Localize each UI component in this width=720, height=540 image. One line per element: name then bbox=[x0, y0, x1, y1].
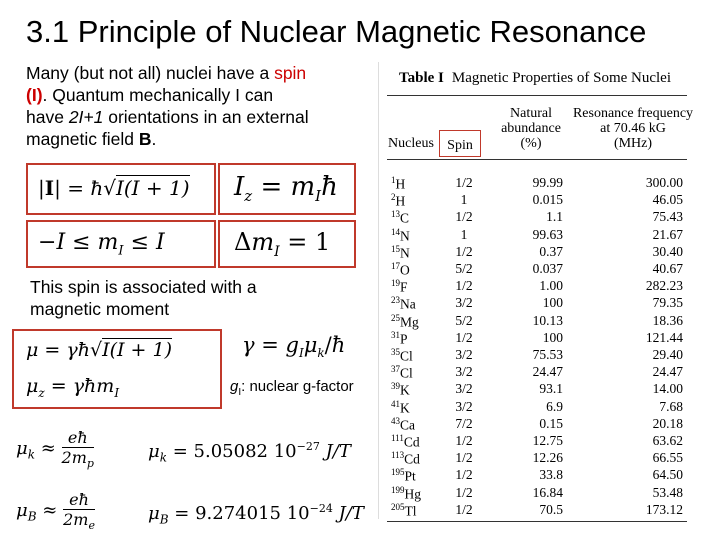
abundance-cell: 0.015 bbox=[532, 192, 563, 208]
spin-cell: 1/2 bbox=[455, 243, 473, 259]
frequency-cell: 30.40 bbox=[652, 243, 683, 259]
table-row bbox=[379, 175, 695, 190]
spin-cell: 1 bbox=[460, 226, 468, 242]
header-nucleus: Nucleus bbox=[388, 136, 434, 151]
table-header-rule bbox=[387, 159, 687, 160]
spin-symbol: (I) bbox=[26, 85, 43, 105]
frequency-cell: 21.67 bbox=[652, 226, 683, 242]
nucleus-cell: $^{14}$N bbox=[391, 226, 410, 244]
table-row bbox=[379, 261, 695, 276]
frequency-cell: 300.00 bbox=[645, 175, 683, 190]
intro-line-1: Many (but not all) nuclei have a spin bbox=[26, 63, 307, 83]
abundance-cell: 75.53 bbox=[532, 347, 563, 362]
formula-box-iz bbox=[218, 163, 356, 215]
spin-cell: 3/2 bbox=[455, 398, 473, 414]
table-row bbox=[379, 433, 695, 448]
nucleus-cell: $^{39}$K bbox=[391, 381, 410, 398]
frequency-cell: 46.05 bbox=[652, 192, 683, 208]
nucleus-cell: $^{199}$Hg bbox=[391, 484, 421, 502]
frequency-cell: 18.36 bbox=[652, 312, 683, 328]
mu-k-value: $\mu_k = 5.05082$ $10^{-27}$ J/T bbox=[148, 440, 351, 465]
spin-cell: 3/2 bbox=[455, 295, 473, 311]
mu-b-definition: $\mu_B$ ≈ $\frac{eħ}{2m_e}$ bbox=[16, 490, 95, 533]
slide-title: 3.1 Principle of Nuclear Magnetic Resonance bbox=[26, 14, 647, 49]
abundance-cell: 99.99 bbox=[532, 175, 563, 190]
nuclei-properties-table bbox=[378, 62, 695, 519]
spin-cell: 1/2 bbox=[455, 433, 473, 448]
frequency-cell: 20.18 bbox=[652, 415, 683, 431]
spin-cell: 1/2 bbox=[455, 278, 473, 294]
table-row bbox=[379, 502, 695, 517]
table-title: Table I Magnetic Properties of Some Nuclei bbox=[399, 70, 672, 86]
abundance-cell: 0.037 bbox=[532, 261, 563, 276]
abundance-cell: 99.63 bbox=[532, 226, 563, 242]
intro-line-2: (I). Quantum mechanically I can bbox=[26, 85, 274, 105]
abundance-cell: 1.00 bbox=[539, 278, 563, 294]
abundance-cell: 0.15 bbox=[539, 415, 563, 431]
abundance-cell: 12.75 bbox=[532, 433, 563, 448]
frequency-cell: 173.12 bbox=[645, 501, 683, 517]
frequency-cell: 64.50 bbox=[652, 467, 683, 483]
table-row bbox=[379, 416, 695, 431]
frequency-cell: 24.47 bbox=[652, 364, 683, 380]
spin-cell: 7/2 bbox=[455, 415, 473, 431]
frequency-cell: 40.67 bbox=[652, 261, 683, 276]
nucleus-cell: $^1$H bbox=[391, 175, 406, 192]
abundance-cell: 6.9 bbox=[546, 398, 563, 414]
nucleus-cell: $^{19}$F bbox=[391, 278, 408, 295]
nucleus-cell: $^{17}$O bbox=[391, 261, 410, 278]
formula-box-spin-magnitude bbox=[26, 163, 216, 215]
table-row bbox=[379, 485, 695, 500]
spin-cell: 3/2 bbox=[455, 381, 473, 397]
header-abundance: Natural abundance (%) bbox=[501, 106, 561, 151]
formula-box-mi-range bbox=[26, 220, 216, 268]
intro-line-4: magnetic field B. bbox=[26, 129, 157, 149]
moment-text: This spin is associated with a magnetic moment bbox=[30, 276, 352, 320]
table-row bbox=[379, 227, 695, 242]
abundance-cell: 1.1 bbox=[546, 209, 563, 225]
spin-cell: 5/2 bbox=[455, 261, 473, 276]
abundance-cell: 100 bbox=[542, 295, 563, 311]
spin-cell: 1/2 bbox=[455, 209, 473, 225]
nucleus-cell: $^{111}$Cd bbox=[391, 433, 420, 450]
formula-box-moment bbox=[12, 329, 222, 409]
nucleus-cell: $^{35}$Cl bbox=[391, 347, 413, 364]
spin-cell: 3/2 bbox=[455, 347, 473, 362]
table-row bbox=[379, 381, 695, 396]
header-frequency: Resonance frequency at 70.46 kG (MHz) bbox=[572, 106, 694, 151]
formula-box-delta-mi bbox=[218, 220, 356, 268]
nucleus-cell: $^{113}$Cd bbox=[391, 450, 420, 467]
nucleus-cell: $^{37}$Cl bbox=[391, 364, 413, 381]
delta-mi-formula: $\Delta m_I = 1$ bbox=[234, 228, 331, 260]
spin-cell: 1 bbox=[460, 192, 468, 208]
abundance-cell: 24.47 bbox=[532, 364, 563, 380]
spin-cell: 5/2 bbox=[455, 312, 473, 328]
table-row bbox=[379, 399, 695, 414]
frequency-cell: 79.35 bbox=[652, 295, 683, 311]
abundance-cell: 0.37 bbox=[539, 243, 563, 259]
frequency-cell: 29.40 bbox=[652, 347, 683, 362]
nucleus-cell: $^{31}$P bbox=[391, 329, 408, 347]
mu-z-formula: $\mu_z$ = γħm$_I$ bbox=[26, 375, 120, 400]
gamma-formula: $\gamma = g_I\mu_k/ħ$ bbox=[242, 333, 346, 361]
nucleus-cell: $^{43}$Ca bbox=[391, 415, 415, 433]
mu-formula: μ = γħ√I(I + 1) bbox=[26, 339, 172, 361]
header-spin: Spin bbox=[447, 138, 473, 153]
table-top-rule bbox=[387, 95, 687, 96]
frequency-cell: 66.55 bbox=[652, 450, 683, 466]
abundance-cell: 100 bbox=[542, 329, 563, 345]
frequency-cell: 75.43 bbox=[652, 209, 683, 225]
abundance-cell: 70.5 bbox=[539, 501, 563, 517]
table-row bbox=[379, 364, 695, 379]
spin-magnitude-formula: |I| = ħ√I(I + 1) bbox=[38, 176, 190, 200]
spin-cell: 1/2 bbox=[455, 484, 473, 500]
table-row bbox=[379, 278, 695, 293]
frequency-cell: 7.68 bbox=[659, 398, 683, 414]
mi-range-formula: $-I \le m_I \le I$ bbox=[38, 230, 165, 259]
table-row bbox=[379, 244, 695, 259]
spin-cell: 1/2 bbox=[455, 450, 473, 466]
nucleus-cell: $^{23}$Na bbox=[391, 295, 416, 312]
nucleus-cell: $^{25}$Mg bbox=[391, 312, 419, 330]
table-row bbox=[379, 209, 695, 224]
intro-paragraph bbox=[26, 62, 338, 150]
frequency-cell: 63.62 bbox=[652, 433, 683, 448]
spin-cell: 1/2 bbox=[455, 467, 473, 483]
iz-formula: $I_z$ = $m_Iħ$ bbox=[234, 172, 338, 206]
abundance-cell: 16.84 bbox=[532, 484, 563, 500]
nucleus-cell: $^{13}$C bbox=[391, 209, 410, 226]
spin-cell: 1/2 bbox=[455, 175, 473, 190]
table-row bbox=[379, 450, 695, 465]
frequency-cell: 282.23 bbox=[645, 278, 683, 294]
spin-cell: 1/2 bbox=[455, 329, 473, 345]
table-row bbox=[379, 192, 695, 207]
table-row bbox=[379, 467, 695, 482]
nucleus-cell: $^{205}$Tl bbox=[391, 501, 417, 519]
abundance-cell: 12.26 bbox=[532, 450, 563, 466]
abundance-cell: 10.13 bbox=[532, 312, 563, 328]
table-row bbox=[379, 295, 695, 310]
mu-k-definition: $\mu_k$ ≈ $\frac{eħ}{2m_p}$ bbox=[16, 428, 94, 471]
spin-cell: 3/2 bbox=[455, 364, 473, 380]
spin-term: spin bbox=[274, 63, 307, 83]
nucleus-cell: $^2$H bbox=[391, 192, 406, 209]
frequency-cell: 121.44 bbox=[645, 329, 683, 345]
table-row bbox=[379, 313, 695, 328]
g-factor-note: $g_I$: nuclear g-factor bbox=[230, 378, 354, 398]
table-row bbox=[379, 347, 695, 362]
frequency-cell: 14.00 bbox=[652, 381, 683, 397]
mu-b-value: $\mu_B = 9.274015$ $10^{-24}$ J/T bbox=[148, 502, 364, 527]
abundance-cell: 93.1 bbox=[539, 381, 563, 397]
frequency-cell: 53.48 bbox=[652, 484, 683, 500]
table-row bbox=[379, 330, 695, 345]
intro-line-3: have 2I+1 orientations in an external bbox=[26, 107, 309, 127]
abundance-cell: 33.8 bbox=[539, 467, 563, 483]
spin-cell: 1/2 bbox=[455, 501, 473, 517]
nucleus-cell: $^{15}$N bbox=[391, 243, 410, 261]
nucleus-cell: $^{41}$K bbox=[391, 398, 410, 416]
table-bottom-rule bbox=[387, 521, 687, 522]
nucleus-cell: $^{195}$Pt bbox=[391, 467, 416, 484]
